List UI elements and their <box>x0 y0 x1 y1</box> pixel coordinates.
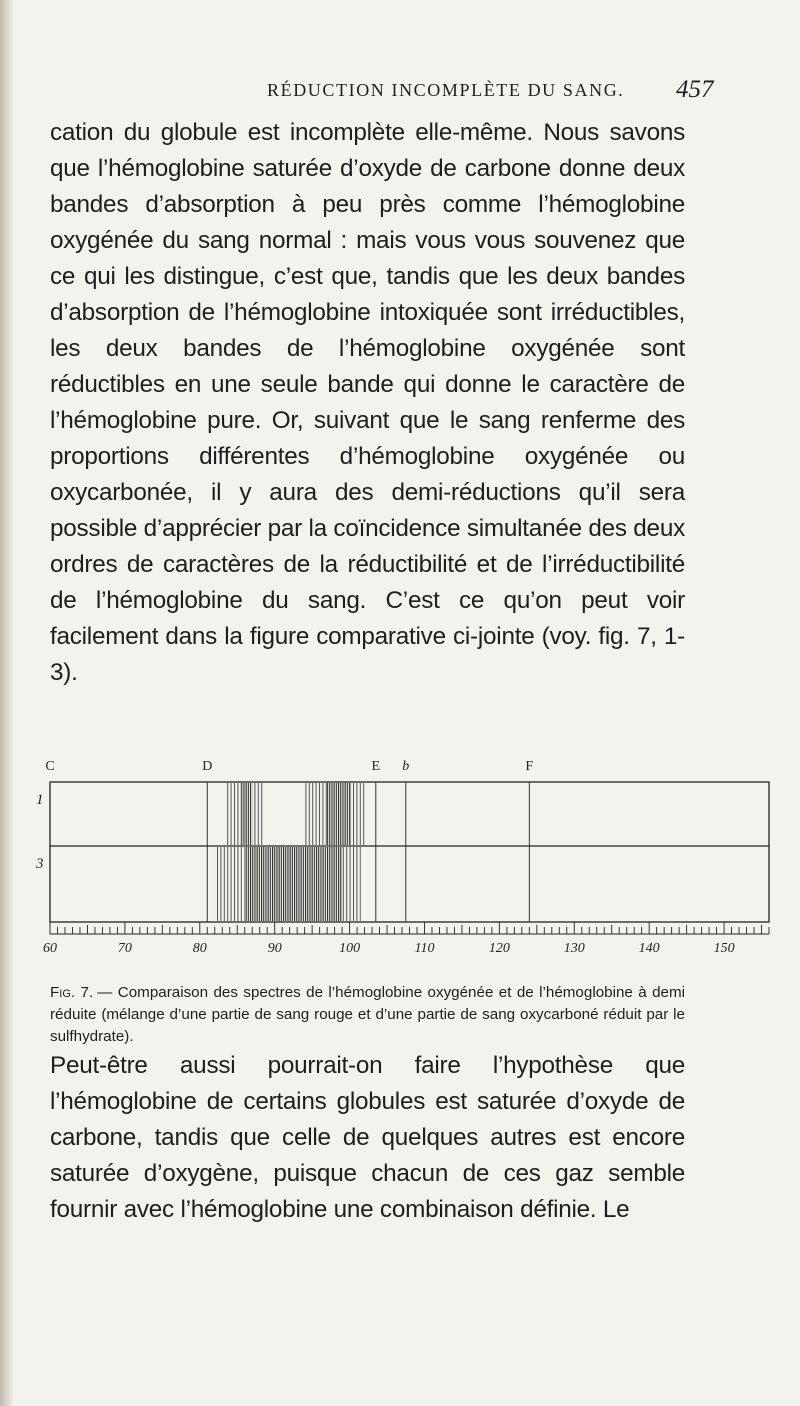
figure-caption-text: — Comparaison des spectres de l’hémoglobine oxygénée et de l’hémoglobine à demi réduite (mélange d’une partie de sang rouge et d’une partie de sang oxycarboné réduit par le sulfhydrate). <box>50 984 685 1045</box>
page-header <box>0 78 800 110</box>
absorption-band-core-row-1-2 <box>327 783 349 845</box>
scale-label-150: 150 <box>713 941 735 956</box>
spectrum-frame <box>50 782 769 922</box>
scale-label-90: 90 <box>267 941 282 956</box>
scale-label-100: 100 <box>339 941 361 956</box>
scale-label-80: 80 <box>192 941 207 956</box>
figure-caption-label: Fig. 7. <box>50 984 94 1001</box>
scale-label-120: 120 <box>488 941 510 956</box>
scale-label-140: 140 <box>638 941 660 956</box>
row-label-1: 1 <box>36 792 44 808</box>
scale-label-110: 110 <box>414 941 435 956</box>
absorption-band-core-row-3-1 <box>245 847 342 921</box>
running-title: RÉDUCTION INCOMPLÈTE DU SANG. <box>267 80 625 100</box>
figure-caption <box>50 982 685 1048</box>
fraunhofer-label-E: E <box>371 759 381 774</box>
page-edge-shadow <box>0 0 14 1406</box>
fraunhofer-label-F: F <box>525 759 534 774</box>
spectrum-comparison-figure <box>30 752 790 982</box>
scale-label-130: 130 <box>563 941 585 956</box>
fraunhofer-label-b: b <box>402 759 410 774</box>
scale-label-60: 60 <box>43 941 57 956</box>
body-paragraph-1: cation du globule est incomplète elle-même. Nous savons que l’hémoglobine saturée d’oxyde de carbone donne deux bandes d’absorption à peu près comme l’hémoglobine oxygénée du sang normal : mais vous vous souvenez que ce qui les distingue, c’est que, tandis que les deux bandes d’absorption de l’hémoglobine intoxiquée sont irréductibles, les deux bandes de l’hémoglobine oxygénée sont réductibles en une seule bande qui donne le caractère de l’hémoglobine pure. Or, suivant que le sang renferme des proportions différentes d’hémoglobine oxygénée ou oxycarbonée, il y aura des demi-réductions qu’il sera possible d’apprécier par la coïncidence simultanée des deux ordres de caractères de la réductibilité et de l’irréductibilité de l’hémoglobine du sang. C’est ce qu’on peut voir facilement dans la figure comparative ci-jointe (voy. fig. 7, 1-3). <box>50 119 685 686</box>
scale-label-70: 70 <box>117 941 132 956</box>
fraunhofer-label-D: D <box>202 759 213 774</box>
page-number: 457 <box>676 76 714 103</box>
body-paragraph-2: Peut-être aussi pourrait-on faire l’hypothèse que l’hémoglobine de certains globules est saturée d’oxyde de carbone, tandis que celle de quelques autres est encore saturée d’oxygène, puisque chacun de ces gaz semble fournir avec l’hémoglobine une combinaison définie. Le <box>50 1052 685 1223</box>
row-label-3: 3 <box>36 856 44 872</box>
fraunhofer-label-C: C <box>45 759 55 774</box>
absorption-band-core-row-1-1 <box>241 783 252 845</box>
